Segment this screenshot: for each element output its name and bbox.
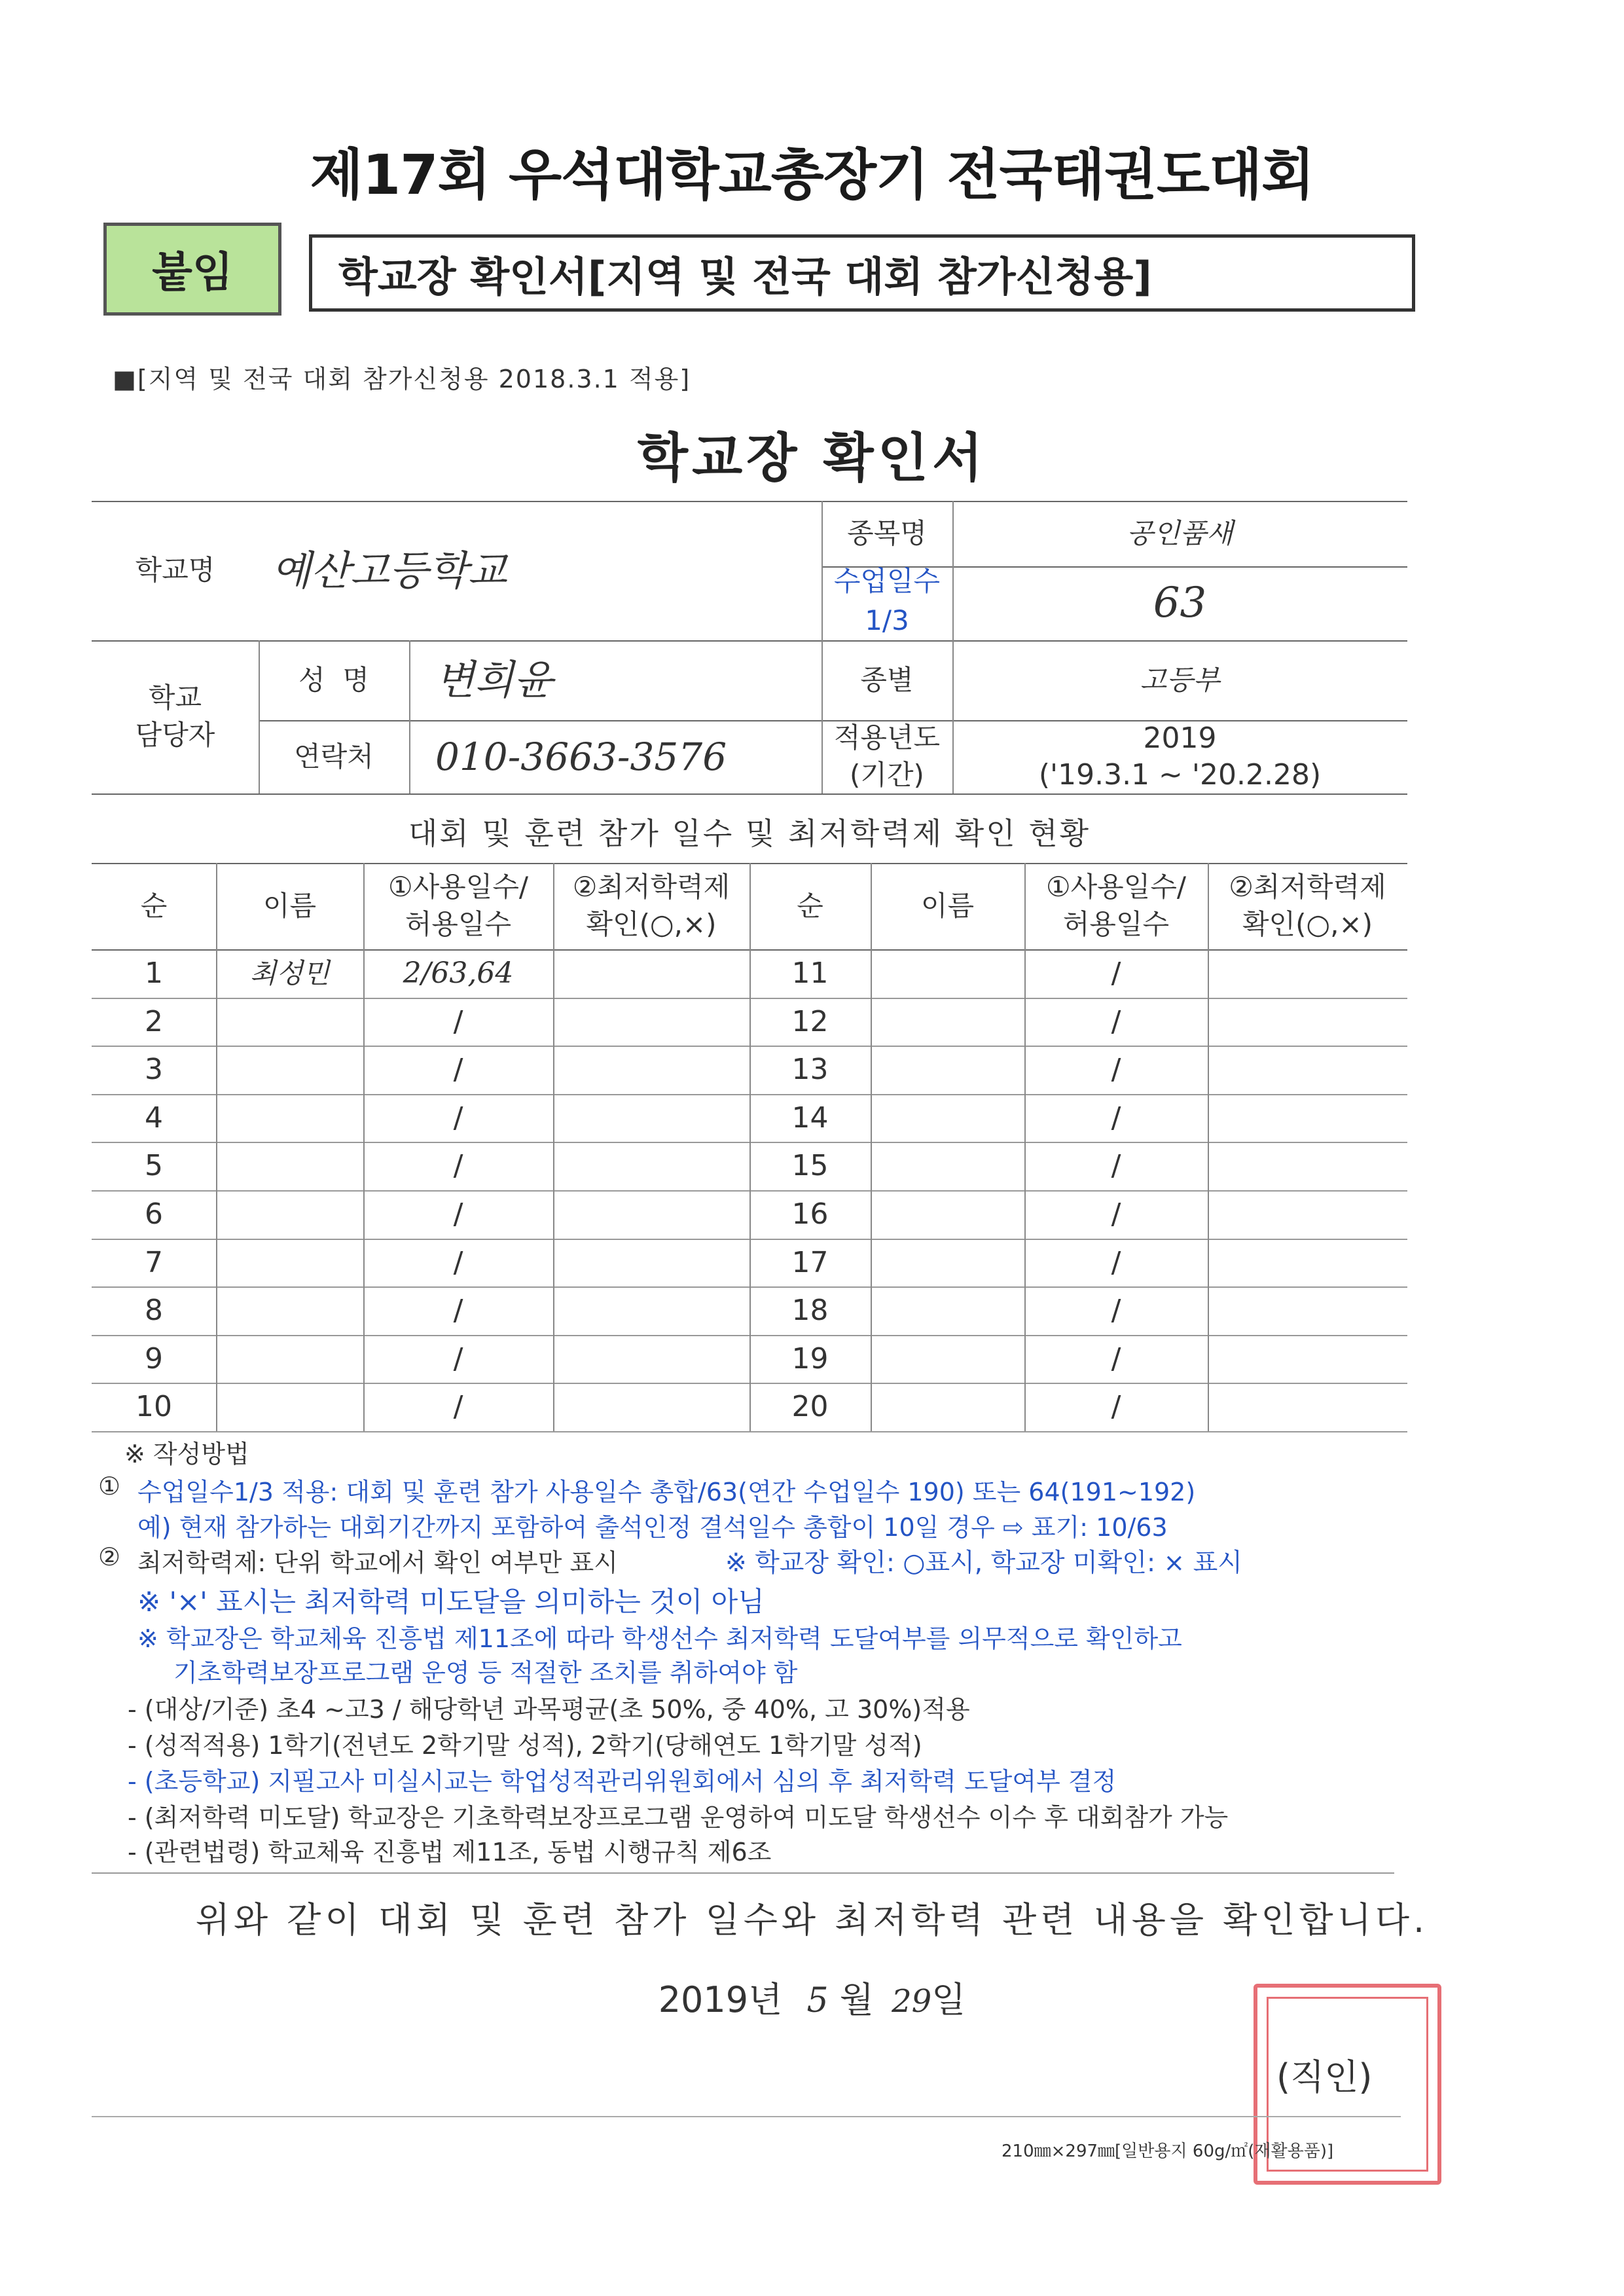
table-cell-name: [216, 1142, 363, 1190]
contact-label: 연락처: [294, 740, 374, 773]
table-cell-days: /: [453, 1390, 463, 1424]
table-cell-check: [553, 1190, 749, 1239]
table-cell-no: 16: [791, 1197, 829, 1231]
table-cell-days: /: [1111, 1053, 1121, 1087]
method-dash-5: - (관련법령) 학교체육 진흥법 제11조, 동법 시행규칙 제6조: [128, 1838, 772, 1867]
staff-name-value: 변희윤: [435, 656, 553, 704]
table-header-no: 순: [140, 889, 168, 922]
table-cell-days: /: [453, 1053, 463, 1087]
method-item-2-marker: ②: [98, 1542, 121, 1571]
table-cell-check: [553, 1142, 749, 1190]
contact-value: 010-3663-3576: [435, 734, 727, 779]
category-label: 종별: [860, 663, 914, 696]
table-cell-days: /: [1111, 1197, 1121, 1231]
table-cell-name: 최성민: [249, 957, 330, 989]
table-cell-days: /: [453, 1101, 463, 1135]
method-dash-2: - (성적적용) 1학기(전년도 2학기말 성적), 2학기(당해연도 1학기말 성적): [128, 1731, 922, 1760]
class-days-value: 63: [1153, 579, 1207, 628]
name-label: 성 명: [298, 663, 369, 696]
table-header-name: 이름: [262, 889, 317, 922]
table-header-days: ①사용일수/ 허용일수: [388, 871, 529, 940]
table-cell-check: [1208, 998, 1407, 1046]
table-cell-name: [871, 998, 1024, 1046]
year-label: 적용년도 (기간): [833, 721, 941, 791]
table-cell-name: [871, 1286, 1024, 1335]
table-cell-check: [1208, 1286, 1407, 1335]
table-cell-no: 7: [145, 1246, 163, 1280]
school-name-label: 학교명: [135, 554, 215, 587]
footer-line: [92, 2116, 1401, 2117]
date-month-unit: 월: [839, 1979, 874, 2020]
table-cell-name: [871, 949, 1024, 998]
method-item-1-line-1: 수업일수1/3 적용: 대회 및 훈련 참가 사용일수 총합/63(연간 수업일수 190) 또는 64(191~192): [137, 1478, 1196, 1506]
section-title: 대회 및 훈련 참가 일수 및 최저학력제 확인 현황: [408, 815, 1091, 851]
table-cell-name: [871, 1046, 1024, 1094]
subtitle-box: 학교장 확인서[지역 및 전국 대회 참가신청용]: [309, 234, 1415, 312]
staff-label: 학교 담당자: [135, 682, 215, 751]
table-header-days: ①사용일수/ 허용일수: [1045, 871, 1187, 940]
table-cell-check: [553, 1239, 749, 1287]
table-cell-no: 10: [135, 1390, 172, 1424]
table-cell-check: [1208, 1383, 1407, 1431]
table-cell-no: 9: [145, 1342, 163, 1376]
table-cell-no: 3: [145, 1053, 163, 1087]
table-cell-name: [216, 1286, 363, 1335]
table-cell-days: /: [1111, 1149, 1121, 1183]
table-header-no: 순: [797, 889, 823, 922]
table-cell-check: [553, 998, 749, 1046]
table-cell-no: 19: [791, 1342, 829, 1376]
table-cell-check: [553, 1046, 749, 1094]
table-cell-check: [1208, 1239, 1407, 1287]
table-cell-check: [1208, 1046, 1407, 1094]
method-dash-4: - (최저학력 미도달) 학교장은 기초학력보장프로그램 운영하여 미도달 학생선수 이수 후 대회참가 가능: [128, 1803, 1229, 1832]
table-cell-check: [1208, 1190, 1407, 1239]
date-day-unit: 일: [931, 1979, 966, 2020]
category-value: 고등부: [1140, 663, 1220, 696]
method-item-2-suffix: ※ 학교장 확인: ○표시, 학교장 미확인: × 표시: [725, 1548, 1242, 1578]
table-cell-name: [871, 1142, 1024, 1190]
table-cell-name: [871, 1239, 1024, 1287]
table-cell-no: 2: [145, 1005, 163, 1039]
attachment-label: 붙임: [103, 223, 281, 316]
method-dash-1: - (대상/기준) 초4 ~고3 / 해당학년 과목평균(초 50%, 중 40%, 고 30%)적용: [128, 1695, 970, 1724]
method-note-law-line-1: ※ 학교장은 학교체육 진흥법 제11조에 따라 학생선수 최저학력 도달여부를 의무적으로 확인하고: [137, 1624, 1182, 1653]
table-cell-days: /: [1111, 1101, 1121, 1135]
table-cell-no: 20: [791, 1390, 829, 1424]
table-cell-no: 1: [145, 957, 163, 991]
event-label: 종목명: [847, 517, 927, 549]
table-cell-name: [216, 1190, 363, 1239]
table-cell-no: 18: [791, 1294, 829, 1328]
table-cell-check: [553, 1286, 749, 1335]
table-header-check: ②최저학력제 확인(○,×): [572, 871, 731, 940]
table-cell-days: /: [1111, 1246, 1121, 1280]
table-cell-name: [871, 1383, 1024, 1431]
confirmation-sentence: 위와 같이 대회 및 훈련 참가 일수와 최저학력 관련 내용을 확인합니다.: [195, 1899, 1429, 1941]
event-value: 공인품새: [1127, 517, 1233, 549]
table-cell-name: [216, 1046, 363, 1094]
table-cell-name: [216, 1239, 363, 1287]
document-title: 학교장 확인서: [637, 428, 987, 488]
table-cell-check: [553, 1094, 749, 1142]
table-cell-check: [1208, 1335, 1407, 1383]
table-cell-days: /: [453, 1197, 463, 1231]
method-item-1-line-2: 예) 현재 참가하는 대회기간까지 포함하여 출석인정 결석일수 총합이 10일 경우 ⇨ 표기: 10/63: [137, 1513, 1168, 1542]
table-cell-days: /: [1111, 1342, 1121, 1376]
table-cell-no: 14: [791, 1101, 829, 1135]
table-header-check: ②최저학력제 확인(○,×): [1229, 871, 1386, 940]
table-cell-days: /: [1111, 957, 1121, 991]
applicability-note: ■[지역 및 전국 대회 참가신청용 2018.3.1 적용]: [113, 365, 691, 393]
table-cell-days: /: [1111, 1390, 1121, 1424]
table-cell-name: [216, 998, 363, 1046]
method-bottom-line: [92, 1872, 1394, 1874]
table-line: [92, 1431, 1407, 1432]
seal-label: (직인): [1276, 2056, 1373, 2098]
table-cell-no: 6: [145, 1197, 163, 1231]
date-month: 5: [806, 1981, 829, 2020]
table-cell-name: [216, 1094, 363, 1142]
table-cell-no: 12: [791, 1005, 829, 1039]
table-cell-days: 2/63,64: [403, 957, 514, 991]
table-cell-no: 4: [145, 1101, 163, 1135]
class-days-fraction: 1/3: [865, 604, 909, 636]
table-cell-name: [871, 1094, 1024, 1142]
table-cell-no: 17: [791, 1246, 829, 1280]
main-title: 제17회 우석대학교총장기 전국태권도대회: [310, 143, 1314, 207]
table-cell-days: /: [1111, 1294, 1121, 1328]
year-value: 2019: [1143, 721, 1217, 756]
table-cell-name: [216, 1383, 363, 1431]
method-heading: ※ 작성방법: [124, 1440, 249, 1468]
table-cell-check: [1208, 1142, 1407, 1190]
year-period: ('19.3.1 ~ '20.2.28): [1038, 758, 1322, 792]
table-cell-days: /: [453, 1246, 463, 1280]
method-item-2-prefix: 최저학력제: 단위 학교에서 확인 여부만 표시: [137, 1548, 618, 1577]
table-cell-no: 15: [791, 1149, 829, 1183]
date-day: 29: [892, 1983, 932, 2020]
table-cell-check: [1208, 949, 1407, 998]
method-item-1-marker: ①: [98, 1472, 121, 1501]
method-note-x: ※ '×' 표시는 최저학력 미도달을 의미하는 것이 아님: [137, 1586, 765, 1618]
school-name-value: 예산고등학교: [272, 546, 507, 594]
class-days-label: 수업일수: [833, 564, 941, 597]
table-cell-no: 5: [145, 1149, 163, 1183]
method-note-law-line-2: 기초학력보장프로그램 운영 등 적절한 조치를 취하여야 함: [173, 1658, 798, 1687]
table-cell-check: [553, 1383, 749, 1431]
table-cell-no: 13: [791, 1053, 829, 1087]
table-cell-check: [553, 949, 749, 998]
table-cell-days: /: [1111, 1005, 1121, 1039]
table-cell-days: /: [453, 1149, 463, 1183]
paper-spec: 210㎜×297㎜[일반용지 60g/㎡(재활용품)]: [1001, 2141, 1334, 2161]
table-cell-name: [216, 1335, 363, 1383]
table-cell-no: 11: [791, 957, 829, 991]
table-cell-name: [871, 1190, 1024, 1239]
table-cell-no: 8: [145, 1294, 163, 1328]
table-cell-check: [553, 1335, 749, 1383]
table-cell-days: /: [453, 1342, 463, 1376]
table-cell-check: [1208, 1094, 1407, 1142]
date-year: 2019년: [658, 1979, 783, 2020]
method-dash-3: - (초등학교) 지필고사 미실시교는 학업성적관리위원회에서 심의 후 최저학력 도달여부 결정: [128, 1767, 1117, 1796]
table-cell-days: /: [453, 1294, 463, 1328]
table-cell-days: /: [453, 1005, 463, 1039]
table-cell-name: [871, 1335, 1024, 1383]
table-header-name: 이름: [920, 889, 975, 922]
